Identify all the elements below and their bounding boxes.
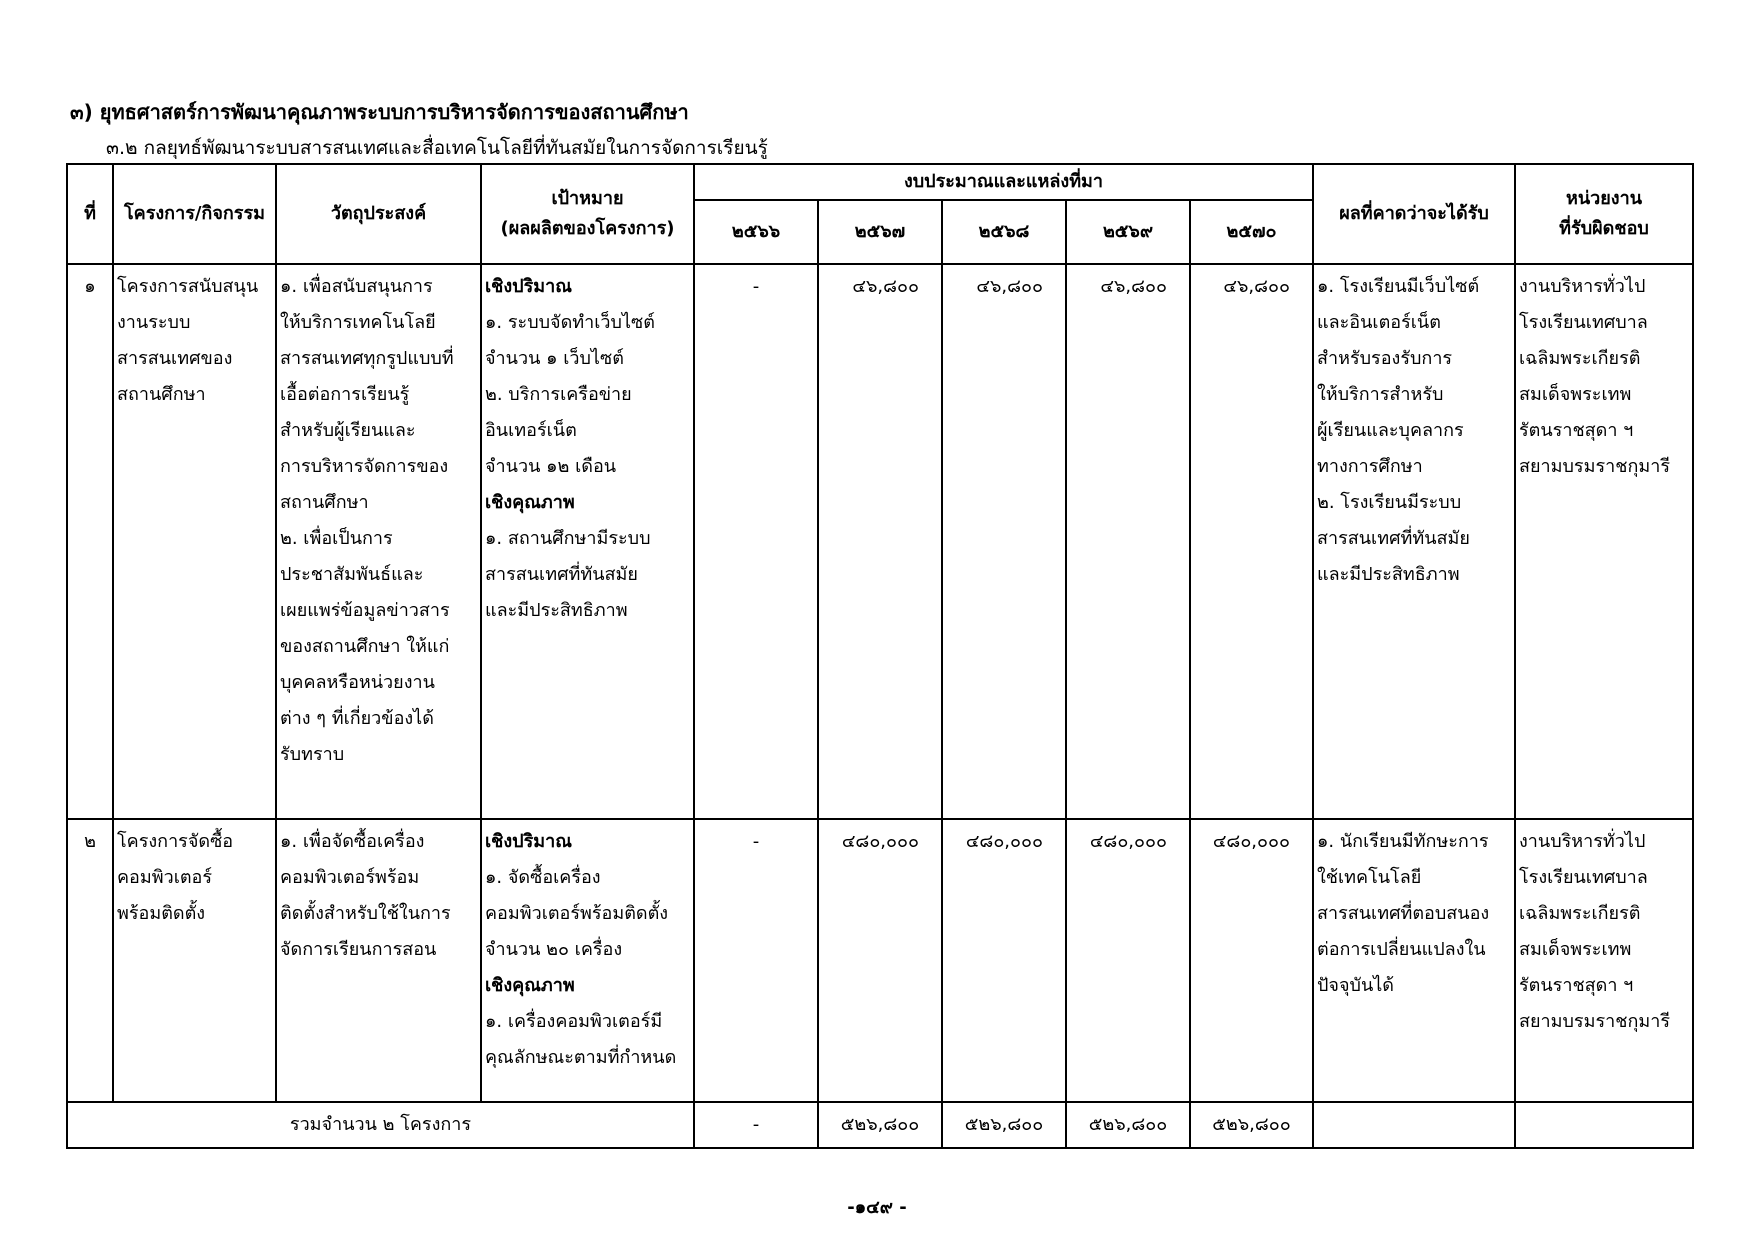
objective-line: ๒. เพื่อเป็นการ	[280, 528, 393, 549]
expected-line: ๑. โรงเรียนมีเว็บไซต์	[1317, 276, 1480, 297]
expected-line: สารสนเทศที่ตอบสนอง	[1317, 903, 1490, 924]
expected-cell	[1313, 264, 1515, 819]
total-row	[67, 1102, 1693, 1148]
agency-line: รัตนราชสุดา ฯ	[1519, 420, 1634, 441]
expected-line: ให้บริการสำหรับ	[1317, 384, 1444, 405]
expected-line: ใช้เทคโนโลยี	[1317, 867, 1422, 888]
header-year: ๒๕๖๘	[942, 200, 1066, 264]
total-budget-cell: ๕๒๖,๘๐๐	[1190, 1102, 1313, 1148]
expected-cell	[1313, 819, 1515, 1102]
header-no: ที่	[67, 164, 113, 264]
strategy-subheading: ๓.๒ กลยุทธ์พัฒนาระบบสารสนเทศและสื่อเทคโนโลยีที่ทันสมัยในการจัดการเรียนรู้	[106, 137, 768, 159]
objective-line: สำหรับผู้เรียนและ	[280, 420, 416, 441]
target-line: ๒. บริการเครือข่าย	[485, 384, 632, 405]
target-quality-label: เชิงคุณภาพ	[485, 975, 575, 996]
agency-line: สยามบรมราชกุมารี	[1519, 456, 1670, 477]
header-objective: วัตถุประสงค์	[276, 164, 481, 264]
objective-line: รับทราบ	[280, 744, 345, 765]
target-quantity-label: เชิงปริมาณ	[485, 276, 572, 297]
expected-line: และมีประสิทธิภาพ	[1317, 564, 1460, 585]
agency-line: สมเด็จพระเทพ	[1519, 384, 1632, 405]
project-line: โครงการสนับสนุน	[117, 276, 259, 297]
project-line: สถานศึกษา	[117, 384, 206, 405]
target-line: คอมพิวเตอร์พร้อมติดตั้ง	[485, 903, 669, 924]
row-number: ๑	[67, 264, 113, 819]
header-agency	[1515, 164, 1693, 264]
target-line: ๑. ระบบจัดทำเว็บไซต์	[485, 312, 655, 333]
target-cell	[481, 264, 694, 819]
header-agency-line1: หน่วยงาน	[1565, 188, 1643, 209]
expected-line: และอินเตอร์เน็ต	[1317, 312, 1441, 333]
objective-line: เผยแพร่ข้อมูลข่าวสาร	[280, 600, 450, 621]
total-budget-cell: ๕๒๖,๘๐๐	[1066, 1102, 1190, 1148]
project-cell	[113, 264, 276, 819]
target-quality-label: เชิงคุณภาพ	[485, 492, 575, 513]
target-line: ๑. เครื่องคอมพิวเตอร์มี	[485, 1011, 663, 1032]
objective-line: คอมพิวเตอร์พร้อม	[280, 867, 420, 888]
target-line: อินเทอร์เน็ต	[485, 420, 577, 441]
header-project: โครงการ/กิจกรรม	[113, 164, 276, 264]
header-agency-line2: ที่รับผิดชอบ	[1559, 218, 1649, 239]
total-budget-cell: -	[694, 1102, 818, 1148]
target-line: คุณลักษณะตามที่กำหนด	[485, 1047, 677, 1068]
objective-line: บุคคลหรือหน่วยงาน	[280, 672, 435, 693]
target-line: สารสนเทศที่ทันสมัย	[485, 564, 638, 585]
total-budget-cell: ๕๒๖,๘๐๐	[942, 1102, 1066, 1148]
agency-line: งานบริหารทั่วไป	[1519, 276, 1646, 297]
header-year: ๒๕๗๐	[1190, 200, 1313, 264]
target-line: จำนวน ๑๒ เดือน	[485, 456, 617, 477]
target-line: จำนวน ๑ เว็บไซต์	[485, 348, 624, 369]
objective-cell	[276, 264, 481, 819]
budget-cell: ๔๖,๘๐๐	[942, 264, 1066, 819]
agency-line: เฉลิมพระเกียรติ	[1519, 903, 1641, 924]
target-cell	[481, 819, 694, 1102]
agency-line: เฉลิมพระเกียรติ	[1519, 348, 1641, 369]
budget-cell: ๔๖,๘๐๐	[818, 264, 942, 819]
project-line: งานระบบ	[117, 312, 191, 333]
total-budget-cell: ๕๒๖,๘๐๐	[818, 1102, 942, 1148]
objective-line: สถานศึกษา	[280, 492, 369, 513]
row-number: ๒	[67, 819, 113, 1102]
header-target-line1: เป้าหมาย	[551, 188, 624, 209]
budget-cell: ๔๖,๘๐๐	[1190, 264, 1313, 819]
table-row	[67, 264, 1693, 819]
budget-cell: ๔๘๐,๐๐๐	[818, 819, 942, 1102]
header-expected: ผลที่คาดว่าจะได้รับ	[1313, 164, 1515, 264]
budget-cell: -	[694, 264, 818, 819]
header-target	[481, 164, 694, 264]
expected-line: ๑. นักเรียนมีทักษะการ	[1317, 831, 1489, 852]
agency-line: รัตนราชสุดา ฯ	[1519, 975, 1634, 996]
total-expected-cell	[1313, 1102, 1515, 1148]
header-year: ๒๕๖๗	[818, 200, 942, 264]
header-target-line2: (ผลผลิตของโครงการ)	[500, 218, 675, 239]
budget-cell: ๔๘๐,๐๐๐	[1066, 819, 1190, 1102]
objective-line: ต่าง ๆ ที่เกี่ยวข้องได้	[280, 708, 434, 729]
header-budget: งบประมาณและแหล่งที่มา	[694, 164, 1313, 200]
agency-line: สมเด็จพระเทพ	[1519, 939, 1632, 960]
target-line: จำนวน ๒๐ เครื่อง	[485, 939, 623, 960]
objective-line: ๑. เพื่อสนับสนุนการ	[280, 276, 433, 297]
agency-cell	[1515, 264, 1693, 819]
expected-line: ๒. โรงเรียนมีระบบ	[1317, 492, 1462, 513]
page-number: -๑๔๙ -	[847, 1197, 907, 1218]
objective-line: ประชาสัมพันธ์และ	[280, 564, 424, 585]
target-quantity-label: เชิงปริมาณ	[485, 831, 572, 852]
objective-line: การบริหารจัดการของ	[280, 456, 449, 477]
agency-line: โรงเรียนเทศบาล	[1519, 867, 1648, 888]
agency-line: งานบริหารทั่วไป	[1519, 831, 1646, 852]
objective-cell	[276, 819, 481, 1102]
expected-line: สารสนเทศที่ทันสมัย	[1317, 528, 1470, 549]
expected-line: สำหรับรองรับการ	[1317, 348, 1453, 369]
objective-line: ติดตั้งสำหรับใช้ในการ	[280, 903, 451, 924]
budget-cell: ๔๖,๘๐๐	[1066, 264, 1190, 819]
objective-line: จัดการเรียนการสอน	[280, 939, 437, 960]
section-heading: ๓) ยุทธศาสตร์การพัฒนาคุณภาพระบบการบริหารจัดการของสถานศึกษา	[70, 100, 689, 124]
objective-line: เอื้อต่อการเรียนรู้	[280, 384, 410, 405]
target-line: ๑. สถานศึกษามีระบบ	[485, 528, 651, 549]
project-line: พร้อมติดตั้ง	[117, 903, 206, 924]
expected-line: ผู้เรียนและบุคลากร	[1317, 420, 1464, 441]
objective-line: ของสถานศึกษา ให้แก่	[280, 636, 450, 657]
project-line: สารสนเทศของ	[117, 348, 233, 369]
expected-line: ต่อการเปลี่ยนแปลงใน	[1317, 939, 1486, 960]
budget-cell: ๔๘๐,๐๐๐	[942, 819, 1066, 1102]
objective-line: ๑. เพื่อจัดซื้อเครื่อง	[280, 831, 425, 852]
objective-line: สารสนเทศทุกรูปแบบที่	[280, 348, 454, 369]
expected-line: ปัจจุบันได้	[1317, 975, 1394, 996]
objective-line: ให้บริการเทคโนโลยี	[280, 312, 436, 333]
budget-cell: -	[694, 819, 818, 1102]
table-row	[67, 819, 1693, 1102]
total-label: รวมจำนวน ๒ โครงการ	[67, 1102, 694, 1148]
total-agency-cell	[1515, 1102, 1693, 1148]
project-line: โครงการจัดซื้อ	[117, 831, 234, 852]
target-line: และมีประสิทธิภาพ	[485, 600, 628, 621]
budget-cell: ๔๘๐,๐๐๐	[1190, 819, 1313, 1102]
agency-line: โรงเรียนเทศบาล	[1519, 312, 1648, 333]
header-year: ๒๕๖๖	[694, 200, 818, 264]
project-cell	[113, 819, 276, 1102]
header-year: ๒๕๖๙	[1066, 200, 1190, 264]
target-line: ๑. จัดซื้อเครื่อง	[485, 867, 601, 888]
agency-line: สยามบรมราชกุมารี	[1519, 1011, 1670, 1032]
agency-cell	[1515, 819, 1693, 1102]
project-line: คอมพิวเตอร์	[117, 867, 213, 888]
expected-line: ทางการศึกษา	[1317, 456, 1423, 477]
project-table	[66, 163, 1694, 1149]
